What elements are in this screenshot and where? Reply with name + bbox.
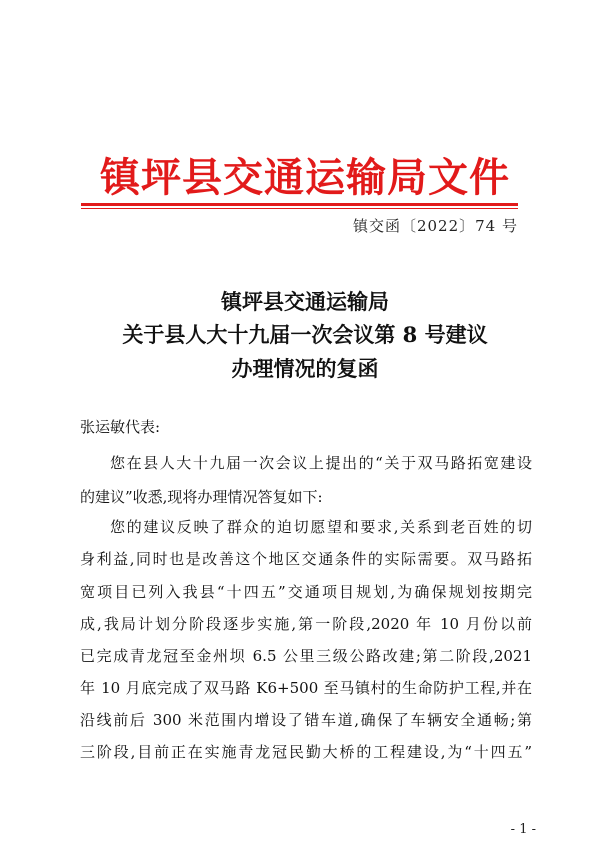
document-title-line-1: 镇坪县交通运输局	[221, 289, 389, 314]
page-number: - 1 -	[510, 822, 536, 837]
document-title-line-2: 关于县人大十九届一次会议第 8 号建议	[122, 322, 488, 347]
red-header-rule-thin	[81, 208, 518, 209]
paragraph-1-line: 您在县人大十九届一次会议上提出的“关于双马路拓宽建设	[110, 454, 532, 472]
document-number: 镇交函〔2022〕74 号	[352, 217, 518, 235]
red-header-title: 镇坪县交通运输局文件	[100, 154, 510, 201]
paragraph-2-line: 沿线前后 300 米范围内增设了错车道,确保了车辆安全通畅;第	[80, 711, 532, 729]
paragraph-2-line: 已完成青龙冠至金州坝 6.5 公里三级公路改建;第二阶段,2021	[80, 647, 532, 665]
paragraph-2-line: 成,我局计划分阶段逐步实施,第一阶段,2020 年 10 月份以前	[80, 615, 532, 633]
paragraph-2-line: 身利益,同时也是改善这个地区交通条件的实际需要。双马路拓	[80, 550, 532, 568]
paragraph-2-line: 年 10 月底完成了双马路 K6+500 至马镇村的生命防护工程,并在	[80, 679, 532, 697]
paragraph-2-line: 宽项目已列入我县“十四五”交通项目规划,为确保规划按期完	[80, 583, 532, 601]
paragraph-2-line: 您的建议反映了群众的迫切愿望和要求,关系到老百姓的切	[110, 518, 532, 536]
paragraph-2-line: 三阶段,目前正在实施青龙冠民勤大桥的工程建设,为“十四五”	[80, 743, 532, 761]
document-title-line-3: 办理情况的复函	[231, 356, 379, 381]
red-header-rule-thick	[81, 203, 518, 206]
paragraph-1-line: 的建议”收悉,现将办理情况答复如下:	[80, 488, 323, 506]
salutation: 张运敏代表:	[80, 418, 161, 436]
